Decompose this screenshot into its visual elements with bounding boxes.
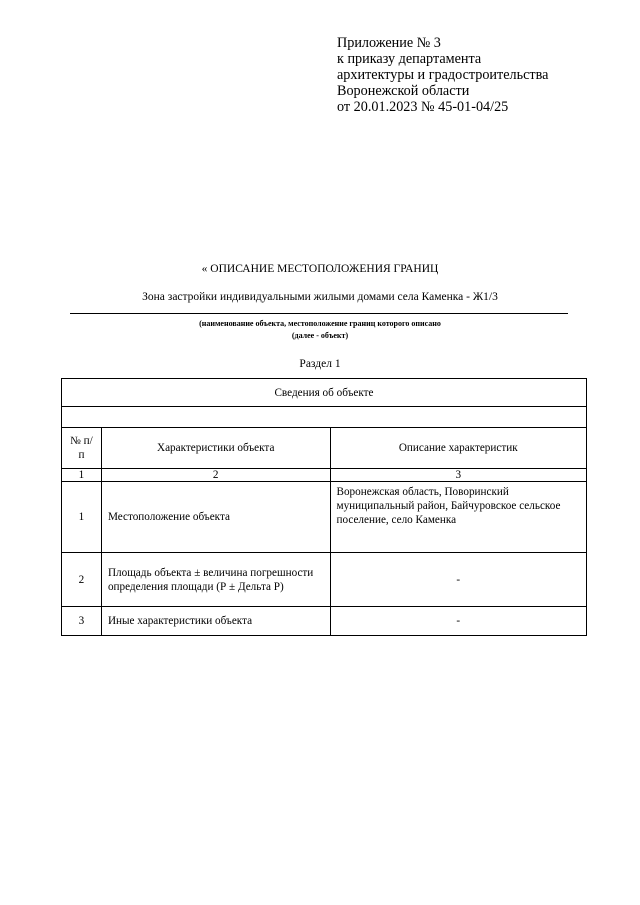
table-row	[62, 553, 587, 607]
document-heading: « ОПИСАНИЕ МЕСТОПОЛОЖЕНИЯ ГРАНИЦ	[201, 263, 439, 275]
column-number: 1	[62, 469, 102, 482]
row-description: Воронежская область, Поворинский муниципальный район, Байчуровское сельское поселение, село Каменка	[330, 482, 587, 553]
row-characteristic: Площадь объекта ± величина погрешности определения площади (Р ± Дельта Р)	[101, 553, 330, 607]
table-blank-row	[62, 407, 587, 428]
appendix-line: Воронежской области	[337, 83, 470, 99]
appendix-line: от 20.01.2023 № 45-01-04/25	[337, 99, 509, 115]
appendix-line: архитектуры и градостроительства	[337, 67, 549, 83]
row-description: -	[330, 607, 587, 636]
appendix-line: к приказу департамента	[337, 51, 482, 67]
table-row	[62, 482, 587, 553]
section-title: Раздел 1	[299, 358, 341, 370]
table-title: Сведения об объекте	[62, 379, 587, 407]
object-caption	[0, 318, 640, 342]
object-info-table	[61, 378, 587, 636]
column-number: 2	[101, 469, 330, 482]
row-characteristic: Местоположение объекта	[101, 482, 330, 553]
caption-line: (наименование объекта, местоположение границ которого описано	[199, 319, 441, 328]
appendix-line: Приложение № 3	[337, 35, 441, 51]
underline-rule	[70, 313, 568, 314]
header-characteristic: Характеристики объекта	[101, 428, 330, 469]
row-number: 1	[62, 482, 102, 553]
appendix-block	[337, 35, 548, 115]
column-number: 3	[330, 469, 587, 482]
object-name: Зона застройки индивидуальными жилыми домами села Каменка - Ж1/3	[142, 291, 498, 303]
header-description: Описание характеристик	[330, 428, 587, 469]
row-characteristic: Иные характеристики объекта	[101, 607, 330, 636]
row-number: 3	[62, 607, 102, 636]
table-row	[62, 607, 587, 636]
header-number: № п/п	[62, 428, 102, 469]
row-number: 2	[62, 553, 102, 607]
table-header-row	[62, 428, 587, 469]
row-description: -	[330, 553, 587, 607]
table-title-row	[62, 379, 587, 407]
caption-line: (далее - объект)	[291, 331, 349, 340]
blank-cell	[62, 407, 587, 428]
column-number-row	[62, 469, 587, 482]
